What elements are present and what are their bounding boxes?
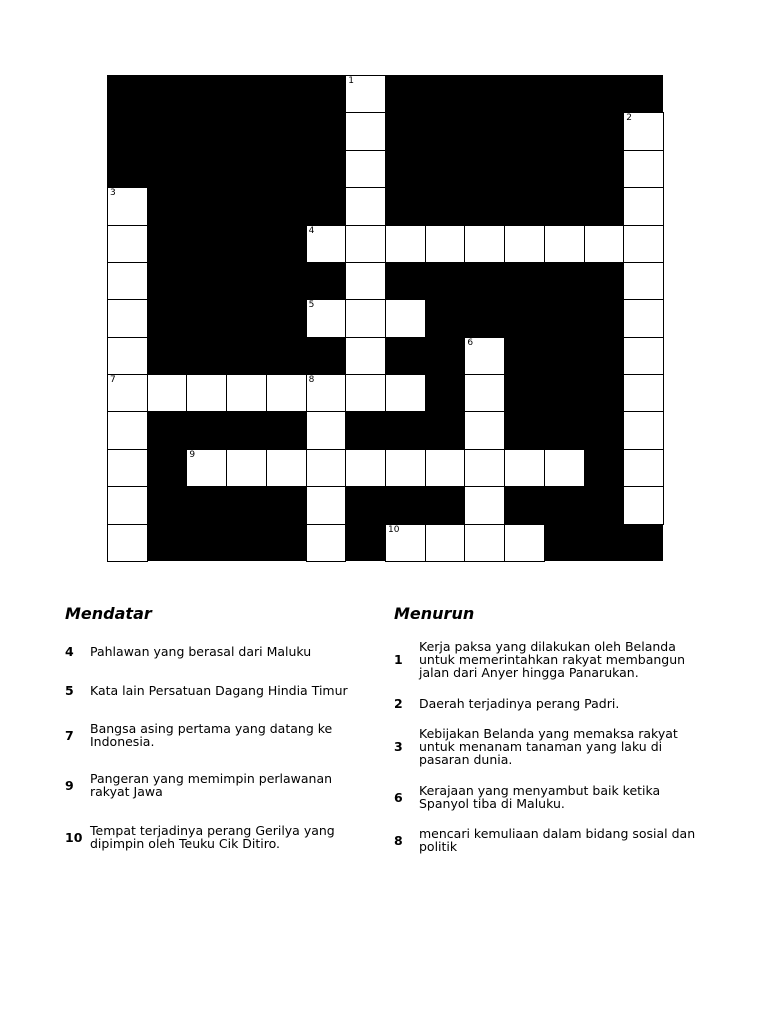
grid-cell[interactable]	[107, 524, 148, 562]
grid-cell[interactable]	[464, 374, 505, 412]
grid-cell[interactable]	[464, 486, 505, 524]
grid-cell[interactable]	[544, 449, 585, 487]
grid-cell[interactable]	[464, 449, 505, 487]
down-clue-6	[394, 782, 704, 812]
clue-number: 5	[65, 682, 74, 698]
cell-number: 9	[189, 449, 196, 460]
grid-cell[interactable]	[226, 449, 267, 487]
across-clue-9	[65, 770, 375, 800]
clue-number: 3	[394, 739, 403, 754]
down-clue-2	[394, 693, 704, 713]
grid-cell[interactable]	[266, 449, 307, 487]
grid-cell[interactable]	[345, 150, 386, 188]
grid-cell[interactable]	[464, 411, 505, 449]
cell-number: 8	[308, 375, 315, 386]
clue-number: 1	[394, 652, 403, 667]
grid-cell[interactable]	[504, 225, 545, 263]
grid-cell[interactable]	[345, 187, 386, 225]
grid-cell[interactable]	[345, 225, 386, 263]
grid-cell[interactable]	[266, 374, 307, 412]
clue-number: 10	[65, 829, 83, 845]
across-heading: Mendatar	[65, 604, 152, 623]
grid-cell[interactable]	[306, 225, 347, 263]
grid-cell[interactable]	[425, 449, 466, 487]
grid-cell[interactable]	[107, 486, 148, 524]
clue-number: 9	[65, 777, 74, 793]
across-clue-7	[65, 720, 375, 750]
grid-cell[interactable]	[544, 225, 585, 263]
grid-cell[interactable]	[306, 299, 347, 337]
grid-cell[interactable]	[623, 262, 664, 300]
grid-cell[interactable]	[623, 299, 664, 337]
clue-text: Kebijakan Belanda yang memaksa rakyat untuk menanam tanaman yang laku di pasaran dunia.	[419, 726, 678, 767]
cell-number: 1	[348, 76, 355, 86]
grid-cell[interactable]	[504, 524, 545, 562]
grid-cell[interactable]	[584, 225, 625, 263]
clue-text: Kata lain Persatuan Dagang Hindia Timur	[90, 682, 348, 698]
clue-number: 6	[394, 789, 403, 805]
grid-cell[interactable]	[464, 337, 505, 375]
clue-text: Tempat terjadinya perang Gerilya yang dipimpin oleh Teuku Cik Ditiro.	[90, 823, 335, 851]
grid-cell[interactable]	[306, 374, 347, 412]
across-clue-5	[65, 680, 375, 700]
grid-cell[interactable]	[385, 449, 426, 487]
grid-cell[interactable]	[623, 411, 664, 449]
grid-cell[interactable]	[385, 225, 426, 263]
grid-cell[interactable]	[107, 449, 148, 487]
clue-text: mencari kemuliaan dalam bidang sosial dan politik	[419, 826, 696, 854]
down-heading: Menurun	[394, 604, 475, 623]
grid-cell[interactable]	[345, 374, 386, 412]
grid-cell[interactable]	[226, 374, 267, 412]
clue-text: Pangeran yang memimpin perlawanan rakyat Jawa	[90, 771, 333, 799]
clue-text: Pahlawan yang berasal dari Maluku	[90, 643, 312, 659]
clue-number: 4	[65, 643, 74, 659]
grid-cell[interactable]	[623, 150, 664, 188]
grid-cell[interactable]	[345, 337, 386, 375]
grid-cell[interactable]	[623, 112, 664, 150]
grid-cell[interactable]	[425, 225, 466, 263]
grid-cell[interactable]	[623, 187, 664, 225]
grid-cell[interactable]	[107, 299, 148, 337]
grid-cell[interactable]	[464, 225, 505, 263]
grid-cell[interactable]	[345, 449, 386, 487]
clue-number: 2	[394, 695, 403, 711]
clue-text: Kerajaan yang menyambut baik ketika Spanyol tiba di Maluku.	[419, 783, 661, 811]
grid-cell[interactable]	[345, 75, 386, 113]
grid-cell[interactable]	[623, 225, 664, 263]
down-clue-8	[394, 825, 704, 855]
grid-cell[interactable]	[147, 374, 188, 412]
grid-cell[interactable]	[107, 187, 148, 225]
grid-cell[interactable]	[186, 374, 227, 412]
grid-cell[interactable]	[345, 299, 386, 337]
grid-cell[interactable]	[306, 411, 347, 449]
clue-number: 7	[65, 727, 74, 743]
grid-cell[interactable]	[107, 374, 148, 412]
cell-number: 6	[467, 337, 474, 348]
grid-cell[interactable]	[107, 411, 148, 449]
grid-cell[interactable]	[306, 486, 347, 524]
across-clue-10	[65, 822, 375, 852]
cell-number: 3	[110, 188, 116, 199]
grid-cell[interactable]	[385, 524, 426, 562]
crossword-grid	[107, 75, 663, 561]
grid-cell[interactable]	[504, 449, 545, 487]
grid-cell[interactable]	[385, 299, 426, 337]
grid-cell[interactable]	[186, 449, 227, 487]
cell-number: 5	[308, 300, 315, 311]
grid-cell[interactable]	[623, 337, 664, 375]
clue-text: Daerah terjadinya perang Padri.	[419, 695, 620, 711]
grid-cell[interactable]	[385, 374, 426, 412]
cell-number: 2	[626, 113, 633, 124]
grid-cell[interactable]	[306, 449, 347, 487]
clue-text: Bangsa asing pertama yang datang ke Indonesia.	[90, 721, 333, 749]
down-clue-1	[394, 638, 704, 681]
grid-cell[interactable]	[623, 486, 664, 524]
clue-number: 8	[394, 832, 403, 848]
cell-number: 10	[388, 524, 400, 535]
grid-cell[interactable]	[306, 524, 347, 562]
grid-cell[interactable]	[345, 262, 386, 300]
grid-cell[interactable]	[345, 112, 386, 150]
grid-cell[interactable]	[107, 225, 148, 263]
across-clue-4	[65, 641, 375, 661]
cell-number: 7	[110, 375, 116, 386]
grid-cell[interactable]	[425, 524, 466, 562]
grid-cell[interactable]	[623, 374, 664, 412]
grid-cell[interactable]	[464, 524, 505, 562]
grid-cell[interactable]	[107, 337, 148, 375]
cell-number: 4	[308, 225, 315, 236]
grid-cell[interactable]	[623, 449, 664, 487]
grid-cell[interactable]	[107, 262, 148, 300]
down-clue-3	[394, 725, 704, 768]
clue-text: Kerja paksa yang dilakukan oleh Belanda untuk memerintahkan rakyat membangun jalan dari Anyer hingga Panarukan.	[419, 639, 686, 680]
